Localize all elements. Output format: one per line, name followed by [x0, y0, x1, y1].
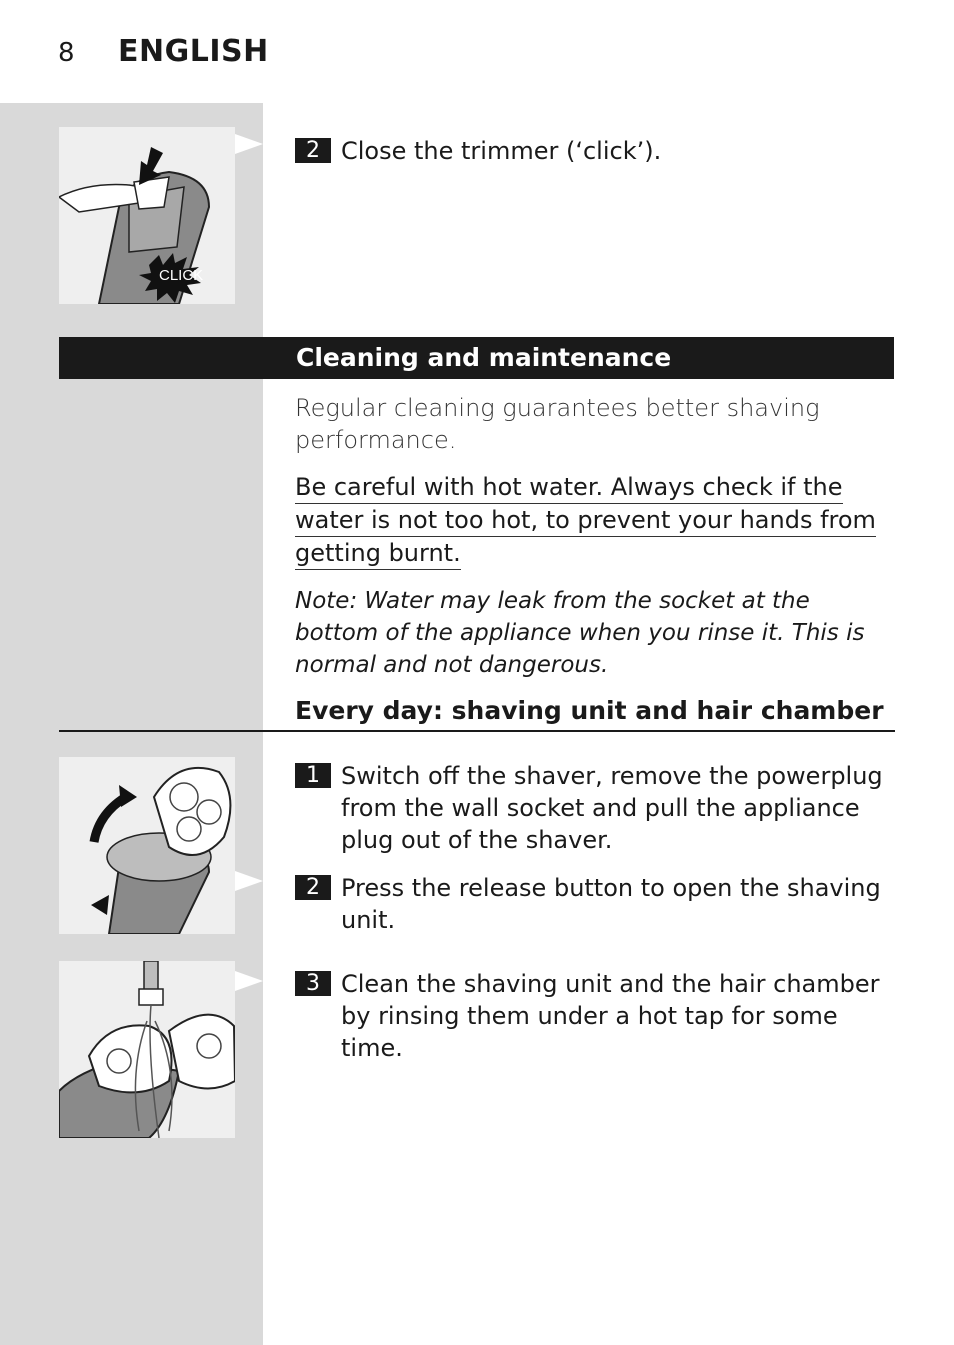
daily-step [295, 872, 905, 936]
figure-pointer [235, 971, 263, 991]
rinse-figure [59, 961, 235, 1138]
page-number: 8 [58, 38, 75, 68]
step-text: Close the trimmer (‘click’). [341, 137, 662, 165]
hot-water-warning [295, 471, 900, 570]
section-intro: Regular cleaning guarantees better shaving performance. [295, 394, 820, 454]
warning-line: Be careful with hot water. Always check if the [295, 471, 843, 504]
warning-line: water is not too hot, to prevent your hands from [295, 504, 876, 537]
step-number: 2 [295, 138, 331, 163]
rinse-note: Note: Water may leak from the socket at the bottom of the appliance when you rinse it. This is normal and not dangerous. [295, 588, 865, 678]
step-number: 1 [295, 763, 331, 788]
trimmer-figure [59, 127, 235, 304]
daily-step [295, 760, 905, 856]
step-number: 3 [295, 971, 331, 996]
figure-pointer [235, 134, 263, 154]
step-text: Press the release button to open the shaving unit. [341, 874, 881, 934]
step-text: Clean the shaving unit and the hair chamber by rinsing them under a hot tap for some time. [341, 970, 880, 1062]
figure-pointer [235, 871, 263, 891]
page-language-heading: ENGLISH [118, 34, 269, 69]
step-text: Switch off the shaver, remove the powerplug from the wall socket and pull the appliance plug out of the shaver. [341, 762, 883, 854]
section-banner [59, 337, 894, 379]
warning-line: getting burnt. [295, 537, 461, 570]
daily-step [295, 968, 905, 1064]
daily-heading: Every day: shaving unit and hair chamber [295, 696, 884, 725]
trimmer-step [295, 135, 905, 167]
step-number: 2 [295, 875, 331, 900]
open-shaver-figure [59, 757, 235, 934]
section-title: Cleaning and maintenance [296, 343, 672, 372]
click-label: CLICK [159, 267, 204, 284]
heading-rule [59, 730, 895, 732]
